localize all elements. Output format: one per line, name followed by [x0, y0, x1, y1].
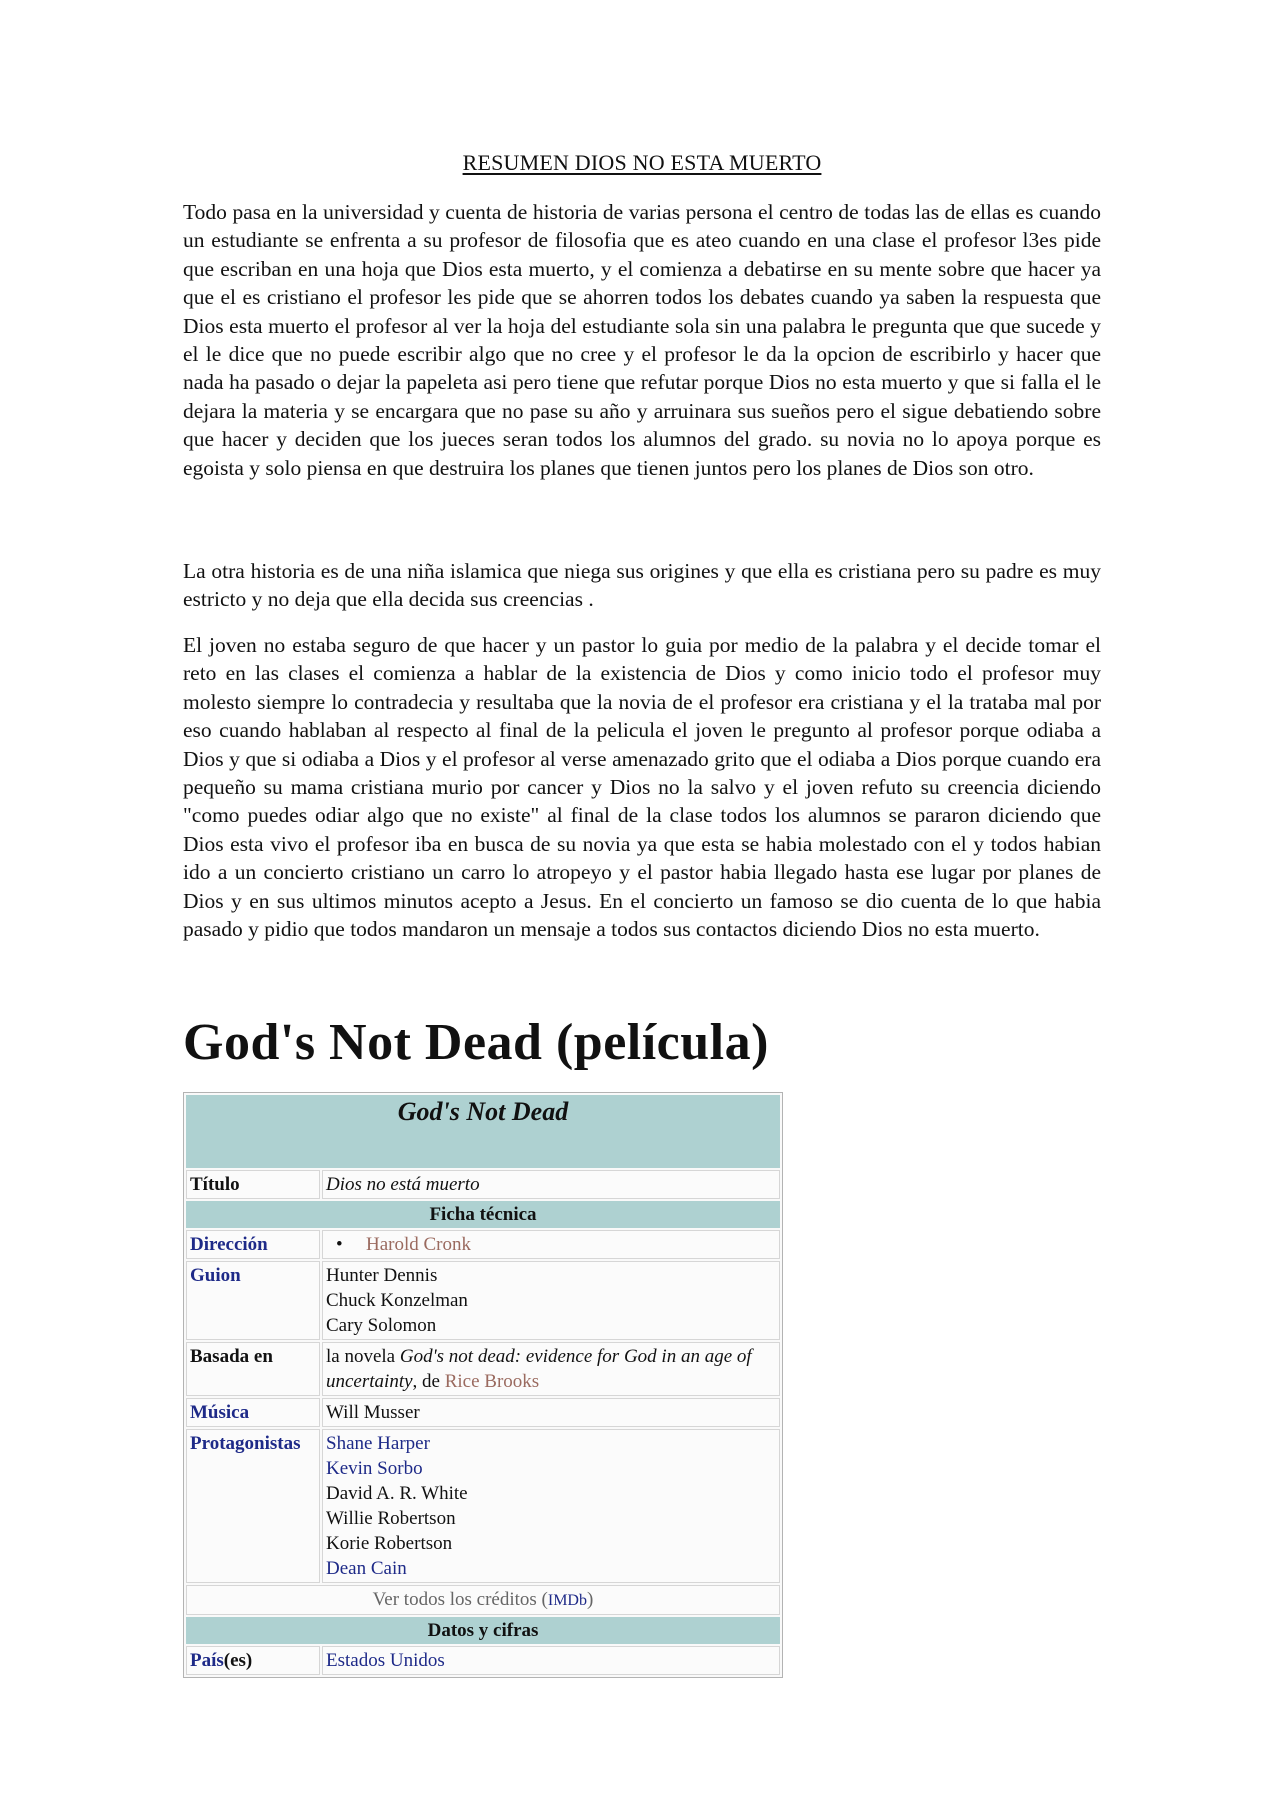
- author-link[interactable]: Rice Brooks: [444, 1371, 540, 1392]
- infobox-row-titulo: [186, 1170, 780, 1199]
- credits-link[interactable]: Ver todos los créditos: [372, 1589, 537, 1610]
- infobox-title: God's Not Dead: [186, 1095, 780, 1168]
- summary-paragraph-1: Todo pasa en la universidad y cuenta de historia de varias persona el centro de todas las de ellas es cuando un estudiante se enfrenta a su profesor de filosofia que es ateo cuando en una clase el profesor l3es pide que escriban en una hoja que Dios esta muerto, y el comienza a debatirse en su mente sobre que hacer ya que el es cristiano el profesor les pide que se ahorren todos los debates cuando ya saben la respuesta que Dios esta muerto el profesor al ver la hoja del estudiante sola sin una palabra le pregunta que que sucede y el le dice que no puede escribir algo que no cree y el profesor le da la opcion de escribirlo y hacer que nada ha pasado o dejar la papeleta asi pero tiene que refutar porque Dios no esta muerto y que si falla el le dejara la materia y se encargara que no pase su año y arruinara sus sueños pero el sigue debatiendo sobre que hacer y deciden que los jueces seran todos los alumnos del grado. su novia no lo apoya porque es egoista y solo piensa en que destruira los planes que tienen juntos pero los planes de Dios son otro.: [183, 200, 1101, 480]
- infobox-row-musica: [186, 1398, 780, 1427]
- cast-link-1[interactable]: Shane Harper: [326, 1433, 430, 1454]
- credits-open: (: [536, 1589, 548, 1610]
- credits-close: ): [586, 1589, 594, 1610]
- writer-3: Cary Solomon: [326, 1315, 437, 1336]
- film-heading: God's Not Dead (película): [183, 1014, 769, 1071]
- infobox-row-basada: [186, 1342, 780, 1396]
- titulo-label: Título: [186, 1170, 320, 1199]
- section-ficha-tecnica: Ficha técnica: [186, 1201, 780, 1228]
- imdb-link[interactable]: IMDb: [547, 1592, 587, 1609]
- pais-label-link[interactable]: País: [190, 1650, 224, 1671]
- novel-title: God's not dead: evidence for God in an age of uncertainty: [326, 1346, 752, 1392]
- infobox-row-guion: [186, 1261, 780, 1340]
- infobox-row-direccion: [186, 1230, 780, 1259]
- protagonistas-label-link[interactable]: Protagonistas: [186, 1429, 320, 1583]
- section-datos-cifras: Datos y cifras: [186, 1617, 780, 1644]
- pais-label-suffix: (es): [223, 1650, 253, 1671]
- titulo-value: Dios no está muerto: [326, 1174, 480, 1195]
- musica-label-link[interactable]: Música: [186, 1398, 320, 1427]
- infobox-row-pais: [186, 1646, 780, 1675]
- country-link[interactable]: Estados Unidos: [326, 1650, 445, 1671]
- document-title: RESUMEN DIOS NO ESTA MUERTO: [462, 150, 822, 175]
- film-infobox: [183, 1092, 783, 1678]
- basada-label: Basada en: [186, 1342, 320, 1396]
- composer: Will Musser: [322, 1398, 780, 1427]
- cast-link-2[interactable]: Kevin Sorbo: [326, 1458, 423, 1479]
- summary-paragraph-3: El joven no estaba seguro de que hacer y un pastor lo guia por medio de la palabra y el decide tomar el reto en las clases el comienza a hablar de la existencia de Dios y como inicio todo el profesor muy molesto siempre lo contradecia y resultaba que la novia de el profesor era cristiana y el la trataba mal por eso cuando hablaban al respecto al final de la pelicula el joven le pregunto al profesor porque odiaba a Dios y que si odiaba a Dios y el profesor al verse amenazado grito que el odiaba a Dios porque cuando era pequeño su mama cristiana murio por cancer y Dios no la salvo y el joven refuto su creencia diciendo "como puedes odiar algo que no existe" al final de la clase todos los alumnos se pararon diciendo que Dios esta vivo el profesor iba en busca de su novia ya que esta se habia molestado con el y todos habian ido a un concierto cristiano un carro lo atropeyo y el pastor habia llegado hasta ese lugar por planes de Dios y en sus ultimos minutos acepto a Jesus. En el concierto un famoso se dio cuenta de lo que habia pasado y pidio que todos mandaron un mensaje a todos sus contactos diciendo Dios no esta muerto.: [183, 633, 1101, 942]
- writer-1: Hunter Dennis: [326, 1265, 438, 1286]
- cast-link-6[interactable]: Dean Cain: [326, 1558, 407, 1579]
- infobox-row-protagonistas: [186, 1429, 780, 1583]
- basada-connector: , de: [412, 1371, 445, 1392]
- director-link[interactable]: Harold Cronk: [366, 1234, 472, 1255]
- guion-label-link[interactable]: Guion: [186, 1261, 320, 1340]
- cast-member-3: David A. R. White: [326, 1483, 468, 1504]
- basada-prefix: la novela: [326, 1346, 400, 1367]
- credits-row: [186, 1585, 780, 1615]
- writer-2: Chuck Konzelman: [326, 1290, 468, 1311]
- summary-paragraph-2: La otra historia es de una niña islamica que niega sus origines y que ella es cristiana pero su padre es muy estricto y no deja que ella decida sus creencias .: [183, 559, 1101, 612]
- cast-member-4: Willie Robertson: [326, 1508, 456, 1529]
- cast-member-5: Korie Robertson: [326, 1533, 453, 1554]
- direccion-label-link[interactable]: Dirección: [186, 1230, 320, 1259]
